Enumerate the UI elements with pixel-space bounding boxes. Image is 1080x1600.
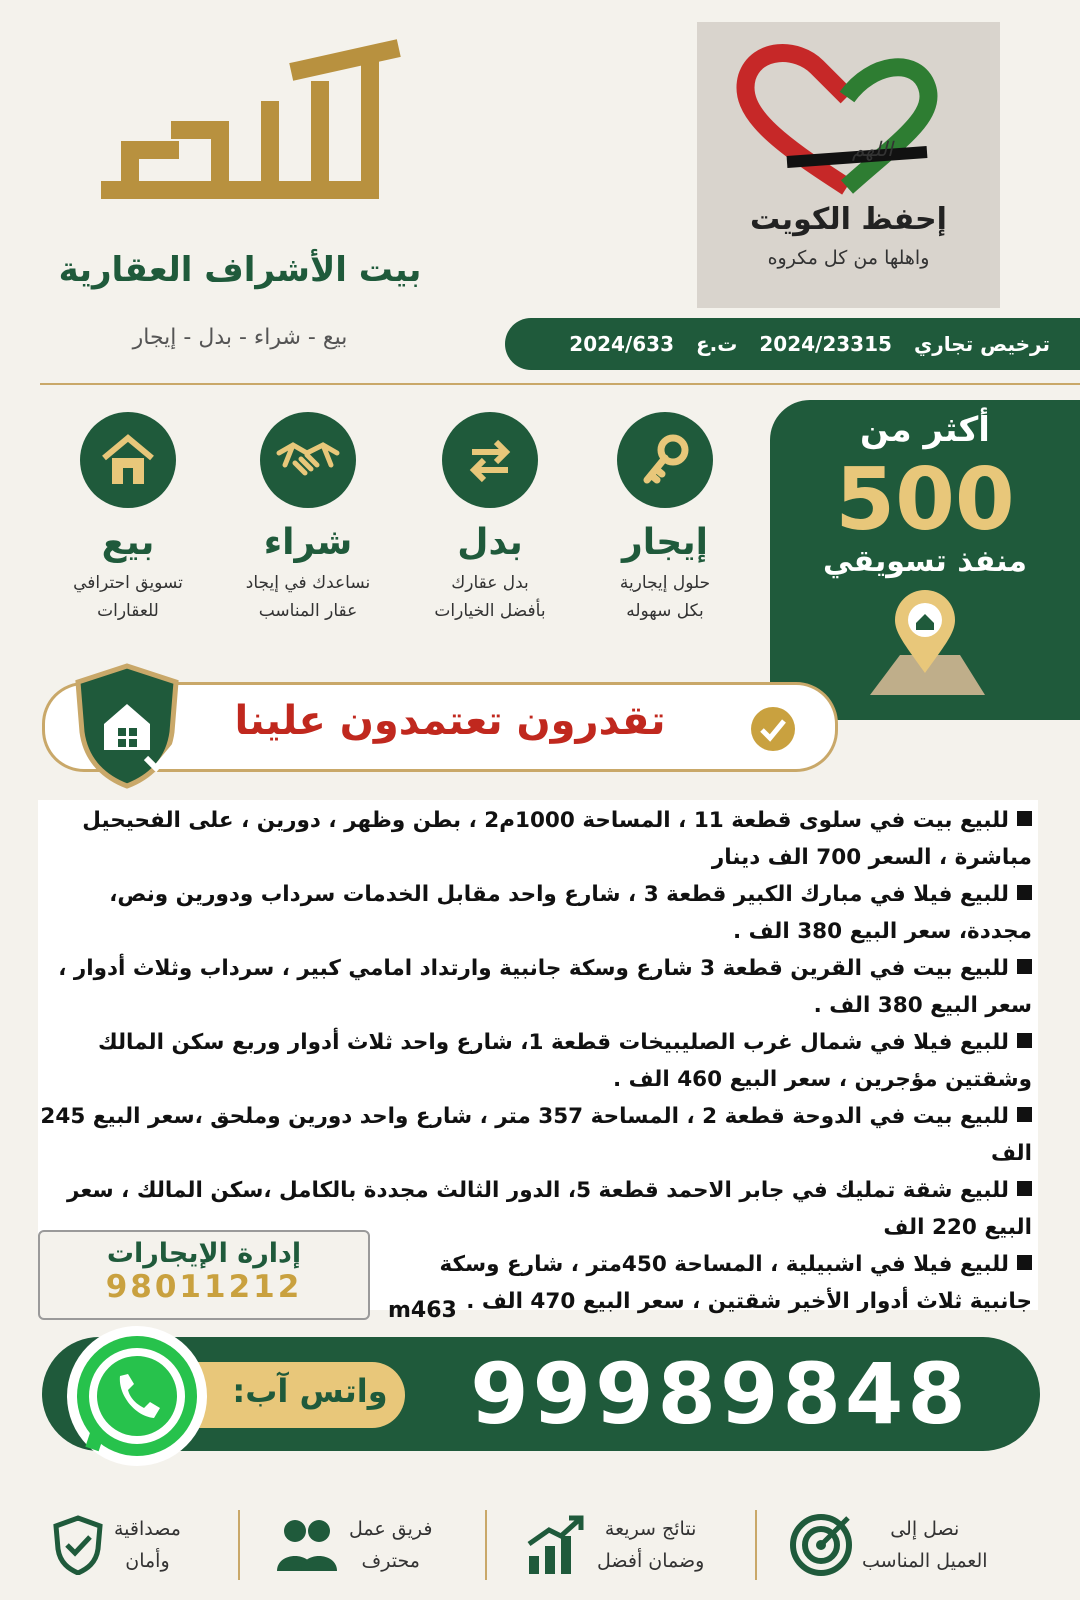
map-pin-icon bbox=[850, 585, 1000, 705]
listing-text: للبيع بيت في القرين قطعة 3 شارع وسكة جانبية وارتداد امامي كبير ، سرداب وثلاث أدوار ، سعر البيع 380 الف . bbox=[58, 956, 1032, 1018]
listing-item bbox=[38, 802, 1038, 876]
feature-line: فريق عمل bbox=[349, 1518, 433, 1540]
bullet-square-icon bbox=[1017, 885, 1032, 900]
bullet-square-icon bbox=[1017, 1107, 1032, 1122]
house-icon bbox=[80, 412, 176, 508]
feature-line: محترف bbox=[361, 1550, 420, 1572]
kuwait-subtitle: واهلها من كل مكروه bbox=[767, 247, 930, 269]
feature-line: نتائج سريعة bbox=[604, 1518, 697, 1540]
kuwait-card bbox=[697, 22, 1000, 308]
feature-trust bbox=[52, 1500, 181, 1590]
bullet-square-icon bbox=[1017, 959, 1032, 974]
license-bar bbox=[505, 318, 1080, 370]
service-desc-line: نساعدك في إيجاد bbox=[245, 573, 371, 593]
service-desc-line: بدل عقارك bbox=[451, 573, 529, 593]
brand-logo bbox=[70, 30, 410, 230]
listing-text: للبيع فيلا في شمال غرب الصليبيخات قطعة 1، شارع واحد ثلاث أدوار وربع سكن المالك وشقتين مؤجرين ، سعر البيع 460 الف . bbox=[97, 1030, 1032, 1092]
outlets-number: 500 bbox=[835, 450, 1015, 550]
check-circle-icon bbox=[750, 706, 796, 752]
ta-label: ت.ع bbox=[696, 332, 738, 356]
outlets-panel bbox=[770, 400, 1080, 720]
brand-services-line: بيع - شراء - بدل - إيجار bbox=[132, 325, 348, 350]
bullet-square-icon bbox=[1017, 811, 1032, 826]
feature-team bbox=[275, 1500, 432, 1590]
service-rent bbox=[585, 400, 745, 625]
service-buy bbox=[228, 400, 388, 625]
listing-item bbox=[38, 1098, 1038, 1172]
service-title: بدل bbox=[457, 522, 523, 563]
whatsapp-icon[interactable] bbox=[62, 1324, 212, 1474]
kuwait-heart-icon bbox=[697, 22, 1000, 202]
trust-banner-text: تقدرون تعتمدون علينا bbox=[234, 698, 666, 744]
listing-item bbox=[38, 1024, 1038, 1098]
feature-line: وأمان bbox=[125, 1550, 170, 1572]
listing-text: للبيع فيلا في اشبيلية ، المساحة 450متر ، شارع وسكة جانبية ثلاث أدوار الأخير شقتين ، سعر البيع 470 الف . bbox=[439, 1252, 1032, 1314]
service-sell bbox=[48, 400, 208, 625]
shield-house-icon bbox=[72, 662, 182, 790]
license-label: ترخيص تجاري bbox=[913, 332, 1050, 356]
feature-results bbox=[525, 1500, 704, 1590]
shield-check-icon bbox=[52, 1515, 104, 1575]
service-exchange bbox=[410, 400, 570, 625]
service-desc-line: حلول إيجارية bbox=[619, 573, 711, 593]
rentals-box bbox=[38, 1230, 370, 1320]
listing-text: للبيع بيت في الدوحة قطعة 2 ، المساحة 357 متر ، شارع واحد دورين وملحق ،سعر البيع 245 الف bbox=[40, 1104, 1032, 1166]
whatsapp-number[interactable]: 99989848 bbox=[470, 1345, 970, 1443]
ta-number: 2024/633 bbox=[569, 332, 675, 356]
feature-line: مصداقية bbox=[114, 1518, 181, 1540]
outlets-prefix: أكثر من bbox=[860, 410, 990, 450]
service-desc-line: بأفضل الخيارات bbox=[434, 601, 546, 621]
handshake-icon bbox=[260, 412, 356, 508]
growth-chart-icon bbox=[525, 1514, 587, 1576]
feature-target bbox=[790, 1500, 988, 1590]
whatsapp-label: واتس آب: bbox=[232, 1372, 388, 1410]
bullet-square-icon bbox=[1017, 1033, 1032, 1048]
listing-item bbox=[38, 876, 1038, 950]
license-number: 2024/23315 bbox=[759, 332, 892, 356]
service-title: شراء bbox=[263, 522, 353, 563]
kuwait-prayer: اللهم bbox=[852, 137, 893, 161]
listing-text: للبيع بيت في سلوى قطعة 11 ، المساحة 1000م2 ، بطن وظهر ، دورين ، على الفحيحيل مباشرة ، السعر 700 الف دينار bbox=[82, 808, 1032, 870]
listing-code: m463 bbox=[388, 1298, 457, 1323]
bullet-square-icon bbox=[1017, 1255, 1032, 1270]
service-desc-line: للعقارات bbox=[97, 601, 159, 621]
service-desc-line: تسويق احترافي bbox=[73, 573, 183, 593]
footer-divider bbox=[238, 1510, 240, 1580]
header-divider bbox=[40, 383, 1080, 385]
service-desc-line: بكل سهوله bbox=[626, 601, 704, 621]
target-icon bbox=[790, 1514, 852, 1576]
service-title: إيجار bbox=[621, 522, 709, 563]
swap-arrows-icon bbox=[442, 412, 538, 508]
footer-divider bbox=[485, 1510, 487, 1580]
service-title: بيع bbox=[101, 522, 155, 563]
listing-item bbox=[38, 950, 1038, 1024]
feature-line: نصل إلى bbox=[890, 1518, 960, 1540]
listing-text: للبيع فيلا في مبارك الكبير قطعة 3 ، شارع واحد مقابل الخدمات سرداب ودورين ونص، مجددة، سعر البيع 380 الف . bbox=[109, 882, 1032, 944]
service-desc-line: عقار المناسب bbox=[258, 601, 358, 621]
outlets-suffix: منفذ تسويقي bbox=[823, 544, 1027, 579]
feature-line: وضمان أفضل bbox=[597, 1550, 705, 1572]
kuwait-title: إحفظ الكويت bbox=[750, 202, 947, 237]
bullet-square-icon bbox=[1017, 1181, 1032, 1196]
footer-divider bbox=[755, 1510, 757, 1580]
team-icon bbox=[275, 1517, 339, 1573]
rentals-phone[interactable]: 98011212 bbox=[105, 1269, 303, 1305]
key-icon bbox=[617, 412, 713, 508]
brand-name: بيت الأشراف العقارية bbox=[58, 250, 422, 290]
rentals-title: إدارة الإيجارات bbox=[106, 1238, 302, 1269]
feature-line: العميل المناسب bbox=[862, 1550, 988, 1572]
listing-text: للبيع شقة تمليك في جابر الاحمد قطعة 5، الدور الثالث مجددة بالكامل ،سكن المالك ، سعر البيع 220 الف bbox=[67, 1178, 1032, 1240]
